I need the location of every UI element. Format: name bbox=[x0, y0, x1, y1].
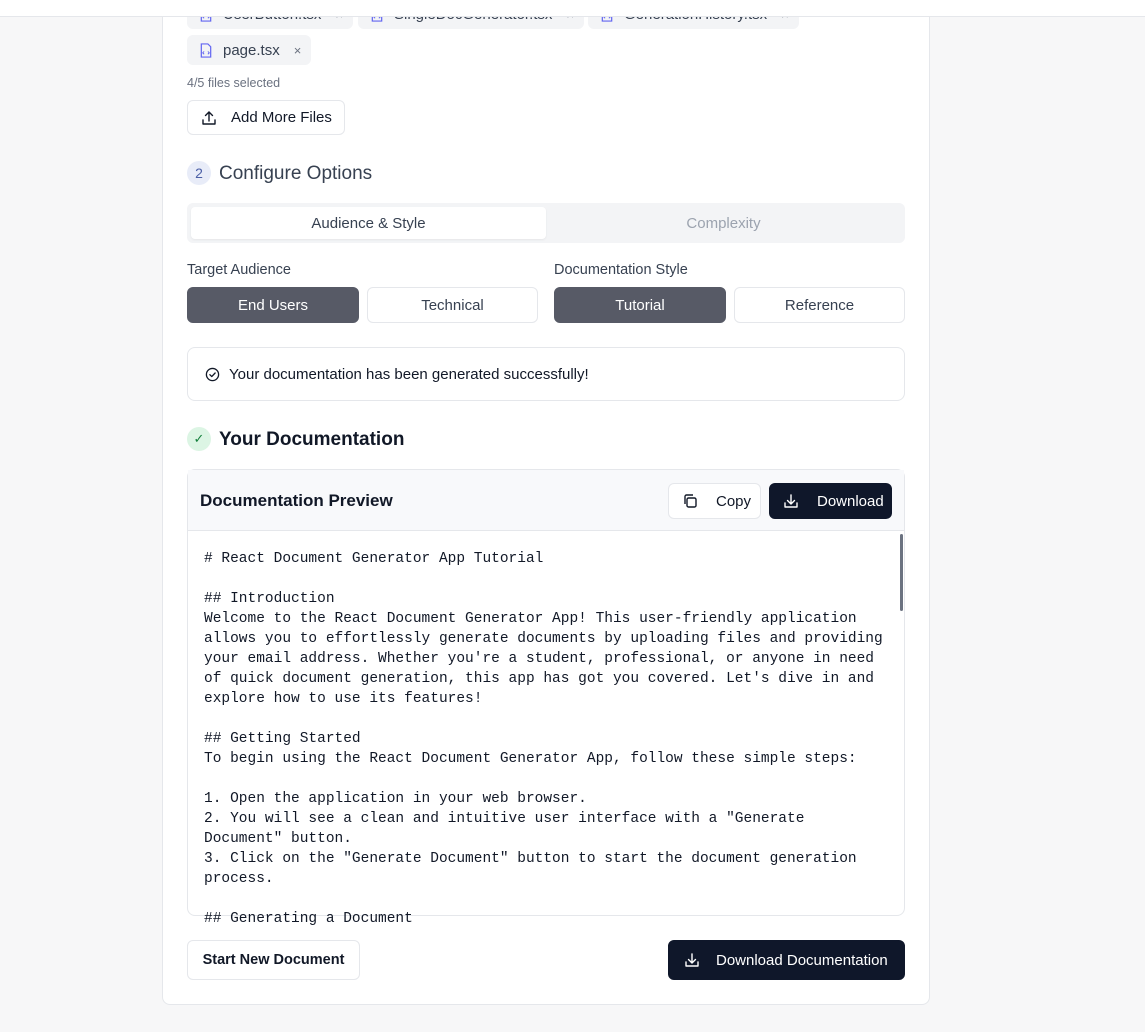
check-circle-icon bbox=[205, 367, 220, 382]
documentation-preview bbox=[187, 469, 905, 927]
files-selected-count: 4/5 files selected bbox=[187, 76, 281, 90]
copy-button[interactable] bbox=[668, 483, 761, 519]
tab-complexity[interactable]: Complexity bbox=[686, 214, 761, 232]
upload-icon bbox=[201, 110, 217, 126]
download-button[interactable] bbox=[769, 483, 892, 519]
audience-end-users-button[interactable]: End Users bbox=[187, 287, 359, 323]
documentation-style-label: Documentation Style bbox=[554, 262, 688, 278]
file-icon bbox=[199, 43, 213, 58]
download-documentation-label: Download Documentation bbox=[716, 951, 888, 969]
step-number-badge: 2 bbox=[187, 161, 211, 185]
configure-options-title: Configure Options bbox=[219, 163, 373, 184]
download-documentation-button[interactable] bbox=[668, 940, 905, 980]
download-label: Download bbox=[817, 492, 884, 510]
start-new-document-button[interactable]: Start New Document bbox=[187, 940, 360, 980]
copy-label: Copy bbox=[716, 492, 752, 510]
target-audience-label: Target Audience bbox=[187, 262, 291, 278]
success-alert bbox=[187, 347, 905, 401]
preview-header bbox=[188, 470, 904, 531]
remove-file-icon[interactable]: × bbox=[293, 42, 302, 58]
success-message: Your documentation has been generated successfully! bbox=[229, 365, 589, 383]
top-bar bbox=[0, 0, 1145, 17]
preview-scrollbar[interactable] bbox=[900, 534, 903, 611]
options-tabs bbox=[187, 203, 905, 243]
preview-title: Documentation Preview bbox=[200, 491, 393, 510]
tab-audience-style[interactable]: Audience & Style bbox=[191, 207, 546, 239]
style-tutorial-button[interactable]: Tutorial bbox=[554, 287, 726, 323]
style-reference-button[interactable]: Reference bbox=[734, 287, 905, 323]
copy-icon bbox=[682, 493, 698, 509]
preview-text[interactable]: # React Document Generator App Tutorial ## Introduction Welcome to the React Document Generator App! This user-friendly application allows you to effortlessly generate documents by uploading files and providing your email address. Whether you're a student, professional, or anyone in need of quick document generation, this app has got you covered. Let's dive in and explore how to use its features! ## Getting Started To begin using the React Document Generator App, follow these simple steps: 1. Open the application in your web browser. 2. You will see a clean and intuitive user interface with a "Generate Document" button. 3. Click on the "Generate Document" button to start the document generation process. ## Generating a Document bbox=[204, 551, 883, 927]
file-chip-name: page.tsx bbox=[223, 41, 280, 59]
download-icon bbox=[783, 493, 799, 509]
download-icon bbox=[684, 952, 700, 968]
file-chip bbox=[187, 35, 311, 65]
add-more-files-label: Add More Files bbox=[231, 109, 332, 126]
success-check-icon: ✓ bbox=[187, 427, 211, 451]
add-more-files-button[interactable] bbox=[187, 100, 345, 135]
audience-technical-button[interactable]: Technical bbox=[367, 287, 538, 323]
your-documentation-title: Your Documentation bbox=[219, 429, 405, 450]
